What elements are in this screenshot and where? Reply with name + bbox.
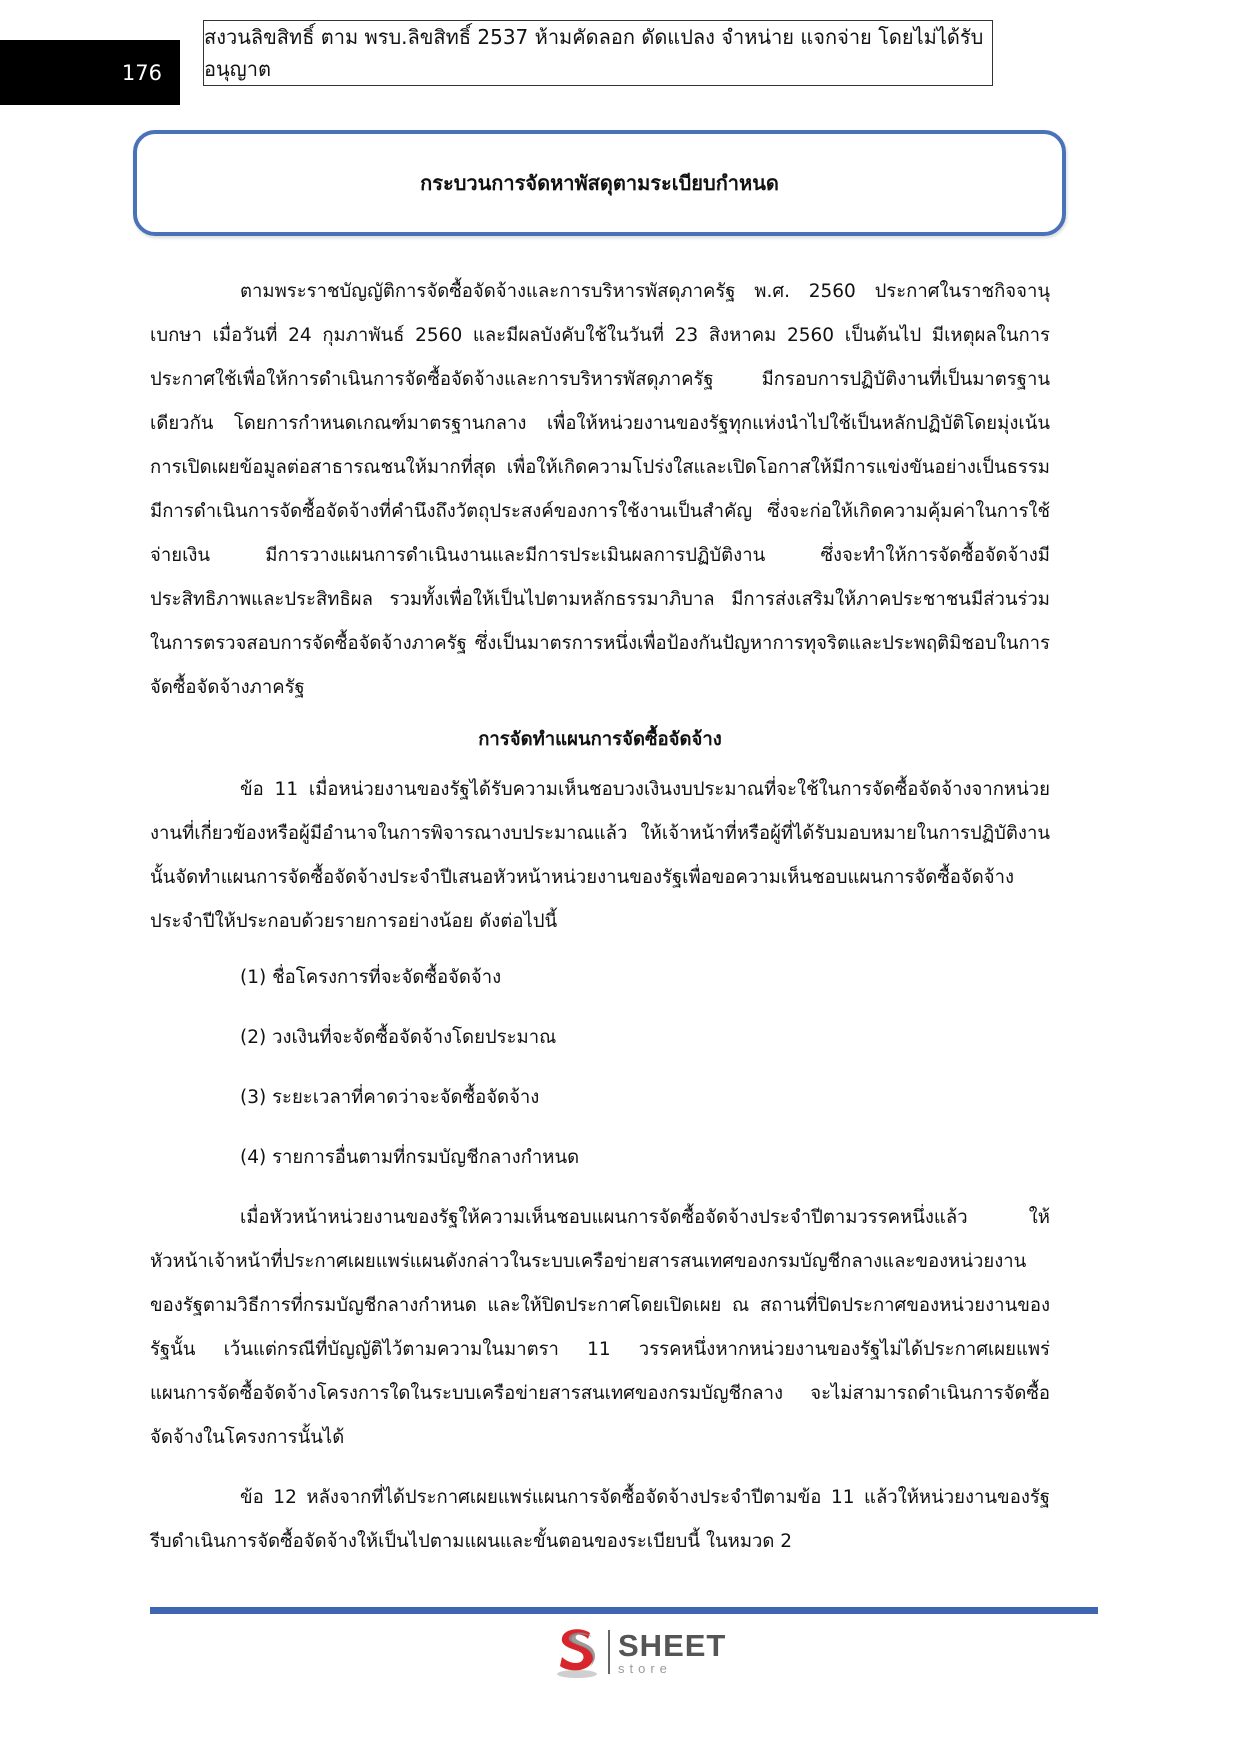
page-number [0,40,180,105]
list-item: (2) วงเงินที่จะจัดซื้อจัดจ้างโดยประมาณ [240,1027,557,1048]
logo-wordmark [618,1627,727,1676]
clause-11-paragraph: ข้อ 11 เมื่อหน่วยงานของรัฐได้รับความเห็นชอบวงเงินงบประมาณที่จะใช้ในการจัดซื้อจัดจ้างจากหน่วยงานที่เกี่ยวข้องหรือผู้มีอำนาจในการพิจารณางบประมาณแล้ว ให้เจ้าหน้าที่หรือผู้ที่ได้รับมอบหมายในการปฏิบัติงานนั้นจัดทำแผนการจัดซื้อจัดจ้างประจำปีเสนอหัวหน้าหน่วยงานของรัฐเพื่อขอความเห็นชอบแผนการจัดซื้อจัดจ้างประจำปีให้ประกอบด้วยรายการอย่างน้อย ดังต่อไปนี้ [150,779,1050,932]
logo-separator [608,1630,610,1674]
title-box [133,130,1066,236]
copyright-notice-text: สงวนลิขสิทธิ์ ตาม พรบ.ลิขสิทธิ์ 2537 ห้ามคัดลอก ดัดแปลง จำหน่าย แจกจ่าย โดยไม่ได้รับอนุญาต [204,25,984,81]
list-item: (4) รายการอื่นตามที่กรมบัญชีกลางกำหนด [240,1147,580,1168]
copyright-notice [203,20,993,86]
clause-12-paragraph: ข้อ 12 หลังจากที่ได้ประกาศเผยแพร่แผนการจัดซื้อจัดจ้างประจำปีตามข้อ 11 แล้วให้หน่วยงานของรัฐรีบดำเนินการจัดซื้อจัดจ้างให้เป็นไปตามแผนและขั้นตอนของระเบียบนี้ ในหมวด 2 [150,1487,1050,1552]
s-logo-icon [552,1625,602,1679]
footer-rule [150,1607,1098,1614]
section-heading: การจัดทำแผนการจัดซื้อจัดจ้าง [478,729,722,750]
page-title: กระบวนการจัดหาพัสดุตามระเบียบกำหนด [420,171,779,195]
sheet-store-logo [552,1623,727,1681]
logo-word: SHEET [618,1627,727,1663]
document-body [150,270,1050,1564]
list-item: (1) ชื่อโครงการที่จะจัดซื้อจัดจ้าง [240,967,502,988]
list-item: (3) ระยะเวลาที่คาดว่าจะจัดซื้อจัดจ้าง [240,1087,540,1108]
intro-paragraph: ตามพระราชบัญญัติการจัดซื้อจัดจ้างและการบริหารพัสดุภาครัฐ พ.ศ. 2560 ประกาศในราชกิจจานุเบกษา เมื่อวันที่ 24 กุมภาพันธ์ 2560 และมีผลบังคับใช้ในวันที่ 23 สิงหาคม 2560 เป็นต้นไป มีเหตุผลในการประกาศใช้เพื่อให้การดำเนินการจัดซื้อจัดจ้างและการบริหารพัสดุภาครัฐ มีกรอบการปฏิบัติงานที่เป็นมาตรฐานเดียวกัน โดยการกำหนดเกณฑ์มาตรฐานกลาง เพื่อให้หน่วยงานของรัฐทุกแห่งนำไปใช้เป็นหลักปฏิบัติโดยมุ่งเน้นการเปิดเผยข้อมูลต่อสาธารณชนให้มากที่สุด เพื่อให้เกิดความโปร่งใสและเปิดโอกาสให้มีการแข่งขันอย่างเป็นธรรม มีการดำเนินการจัดซื้อจัดจ้างที่คำนึงถึงวัตถุประสงค์ของการใช้งานเป็นสำคัญ ซึ่งจะก่อให้เกิดความคุ้มค่าในการใช้จ่ายเงิน มีการวางแผนการดำเนินงานและมีการประเมินผลการปฏิบัติงาน ซึ่งจะทำให้การจัดซื้อจัดจ้างมีประสิทธิภาพและประสิทธิผล รวมทั้งเพื่อให้เป็นไปตามหลักธรรมาภิบาล มีการส่งเสริมให้ภาคประชาชนมีส่วนร่วมในการตรวจสอบการจัดซื้อจัดจ้างภาครัฐ ซึ่งเป็นมาตรการหนึ่งเพื่อป้องกันปัญหาการทุจริตและประพฤติมิชอบในการจัดซื้อจัดจ้างภาครัฐ [150,281,1050,698]
approval-paragraph: เมื่อหัวหน้าหน่วยงานของรัฐให้ความเห็นชอบแผนการจัดซื้อจัดจ้างประจำปีตามวรรคหนึ่งแล้ว ให้หัวหน้าเจ้าหน้าที่ประกาศเผยแพร่แผนดังกล่าวในระบบเครือข่ายสารสนเทศของกรมบัญชีกลางและของหน่วยงานของรัฐตามวิธีการที่กรมบัญชีกลางกำหนด และให้ปิดประกาศโดยเปิดเผย ณ สถานที่ปิดประกาศของหน่วยงานของรัฐนั้น เว้นแต่กรณีที่บัญญัติไว้ตามความในมาตรา 11 วรรคหนึ่งหากหน่วยงานของรัฐไม่ได้ประกาศเผยแพร่แผนการจัดซื้อจัดจ้างโครงการใดในระบบเครือข่ายสารสนเทศของกรมบัญชีกลาง จะไม่สามารถดำเนินการจัดซื้อจัดจ้างในโครงการนั้นได้ [150,1207,1050,1448]
page-number-text: 176 [121,60,162,85]
logo-subword: store [618,1660,672,1676]
